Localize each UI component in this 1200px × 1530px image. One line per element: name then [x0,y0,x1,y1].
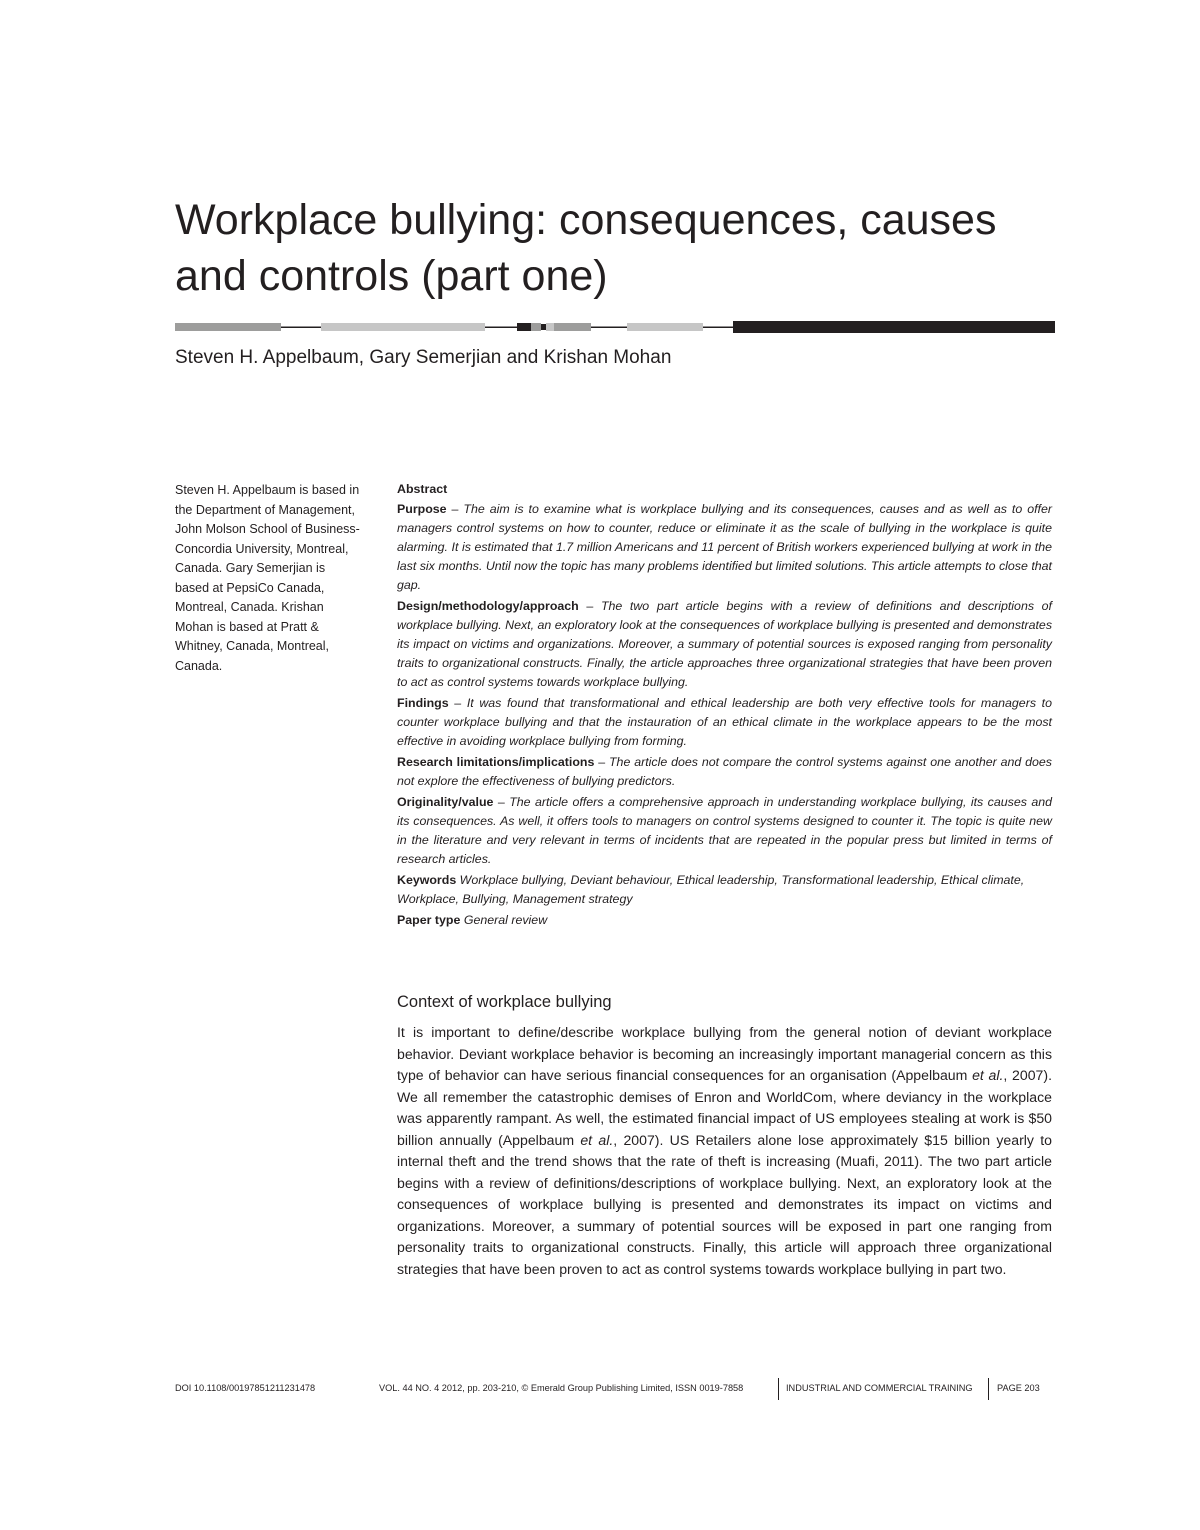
limitations-dash: – [598,755,606,769]
originality-text: The article offers a comprehensive approach in understanding workplace bullying, its causes and its consequences. As well, it offers tools to managers on control systems designed to counter it. The topic is quite new in the literature and very relevant in terms of incidents that are repeated in the popular press but limited in terms of research articles. [397,795,1053,866]
originality-dash: – [497,795,505,809]
abstract-findings [397,694,1052,751]
abstract-purpose [397,500,1052,595]
findings-text: It was found that transformational and ethical leadership are both very effective tools for managers to counter workplace bullying and that the instauration of an ethical climate in the workplace appears to be the most effective in avoiding workplace bullying from forming. [397,696,1052,748]
abstract-limitations [397,753,1052,791]
originality-label: Originality/value [397,795,494,809]
design-dash: – [586,599,594,613]
section-heading: Context of workplace bullying [397,993,612,1011]
article-title: Workplace bullying: consequences, causes and controls (part one) [175,196,997,300]
footer-doi: DOI 10.1108/00197851211231478 [175,1383,316,1393]
citation-et-al: et al. [580,1131,614,1148]
purpose-dash: – [451,502,459,516]
design-label: Design/methodology/approach [397,599,579,613]
footer-page-number: PAGE 203 [997,1383,1040,1393]
body-text-part-1: It is important to define/describe workplace bullying from the general notion of deviant workplace behavior. Deviant workplace behavior is becoming an increasingly important managerial concern as this type of behavior can have serious financial consequences for an organisation (Appelbaum [397,1024,1052,1083]
body-text-part-2: , 2007). We all remember the catastrophic demises of Enron and WorldCom, where deviancy in the workplace was apparently rampant. As well, the estimated financial impact of US employees stealing at work is $50 billion annually (Appelbaum [397,1067,1052,1148]
abstract-block [397,480,1052,932]
abstract-originality [397,793,1052,869]
footer-journal-name: INDUSTRIAL AND COMMERCIAL TRAINING [786,1383,973,1393]
abstract-paper-type [397,911,1052,930]
findings-dash: – [454,696,462,710]
limitations-text: The article does not compare the control systems against one another and does not explore the effectiveness of bullying predictors. [397,755,1052,788]
abstract-design [397,597,1052,692]
design-text: The two part article begins with a review of definitions and descriptions of workplace bullying. Next, an exploratory look at the consequences of workplace bullying is presented and demonstrates its impact on victims and organizations. Moreover, a summary of potential sources is exposed ranging from personality traits to organizational constructs. Finally, the article approaches three organizational strategies that have been proven to act as control systems towards workplace bullying. [397,599,1053,689]
abstract-heading: Abstract [397,482,448,496]
purpose-label: Purpose [397,502,447,516]
footer-separator [778,1378,779,1400]
article-authors: Steven H. Appelbaum, Gary Semerjian and Krishan Mohan [175,347,672,368]
page-footer [175,1378,1055,1398]
paper-type-text: General review [463,913,548,927]
decorative-title-rule [175,321,1055,333]
footer-volume-info: VOL. 44 NO. 4 2012, pp. 203-210, © Emerald Group Publishing Limited, ISSN 0019-7858 [379,1383,744,1393]
limitations-label: Research limitations/implications [397,755,595,769]
abstract-keywords [397,871,1052,909]
keywords-text: Workplace bullying, Deviant behaviour, Ethical leadership, Transformational leadership, Ethical climate, Workplace, Bullying, Management strategy [397,873,1025,906]
keywords-label: Keywords [397,873,457,887]
citation-et-al: et al. [972,1067,1004,1083]
findings-label: Findings [397,696,449,710]
purpose-text: The aim is to examine what is workplace bullying and its consequences, causes and as well as to offer managers control systems on how to counter, reduce or eliminate it as the scale of bullying in the workplace is quite alarming. It is estimated that 1.7 million Americans and 11 percent of British workers experienced bullying at work in the last six months. Until now the topic has many problems identified but limited solutions. This article attempts to close that gap. [397,502,1053,592]
paper-type-label: Paper type [397,913,461,927]
body-paragraph [397,1022,1052,1280]
author-affiliation: Steven H. Appelbaum is based in the Department of Management, John Molson School of Business-Concordia University, Montreal, Canada. Gary Semerjian is based at PepsiCo Canada, Montreal, Canada. Krishan Mohan is based at Pratt & Whitney, Canada, Montreal, Canada. [175,483,360,673]
body-text-part-3: , 2007). US Retailers alone lose approximately $15 billion yearly to internal theft and the trend shows that the rate of theft is increasing (Muafi, 2011). The two part article begins with a review of definitions/descriptions of workplace bullying. Next, an exploratory look at the consequences of workplace bullying is presented and demonstrates its impact on victims and organizations. Moreover, a summary of potential sources will be exposed in part one ranging from personality traits to organizational constructs. Finally, this article will approach three organizational strategies that have been proven to act as control systems towards workplace bullying in part two. [397,1131,1052,1277]
footer-separator [988,1378,989,1400]
